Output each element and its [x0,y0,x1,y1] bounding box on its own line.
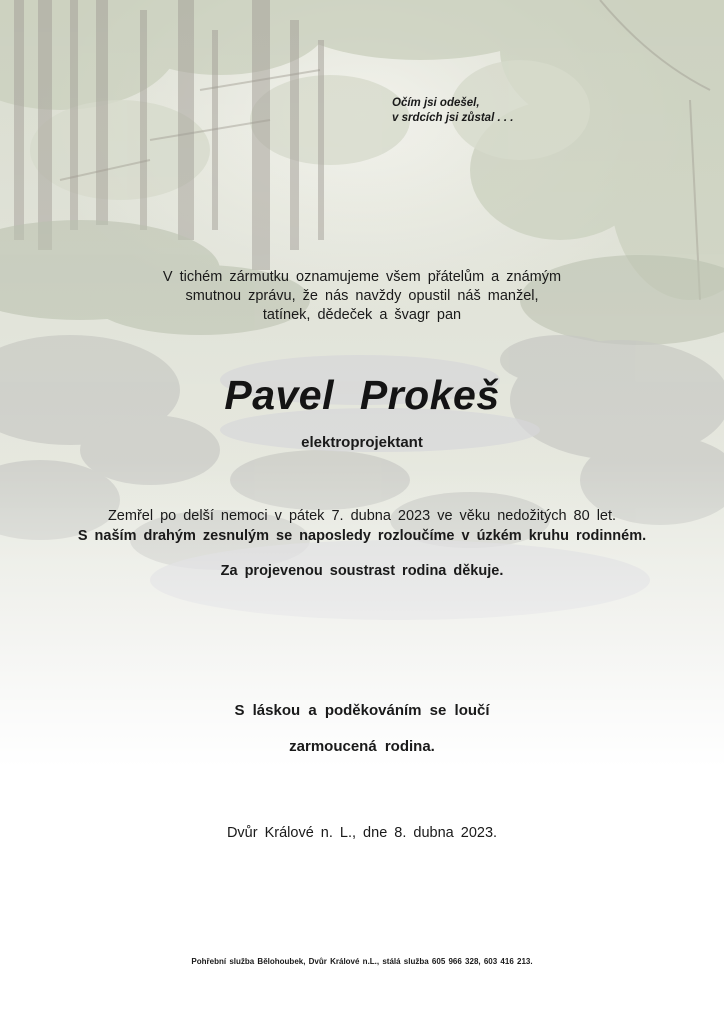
motto-line-1: Očím jsi odešel, [392,97,480,109]
funeral-service-footer: Pohřební služba Bělohoubek, Dvůr Králové n.L., stálá služba 605 966 328, 603 416 213. [191,957,533,966]
funeral-notice: S naším drahým zesnulým se naposledy rozloučíme v úzkém kruhu rodinném. [77,528,647,544]
farewell-line: S láskou a poděkováním se loučí [234,702,490,719]
family-signature: zarmoucená rodina. [289,738,435,755]
announcement-line-1: V tichém zármutku oznamujeme všem přátelům a známým [162,269,562,285]
announcement [0,268,724,325]
announcement-line-3: tatínek, dědeček a švagr pan [262,307,462,323]
motto [392,96,632,126]
thanks-note: Za projevenou soustrast rodina děkuje. [220,563,504,579]
motto-line-2: v srdcích jsi zůstal . . . [392,112,514,124]
deceased-name: Pavel Prokeš [224,372,500,418]
death-notice: Zemřel po delší nemoci v pátek 7. dubna 2023 ve věku nedožitých 80 let. [107,508,617,524]
deceased-profession: elektroprojektant [301,434,423,451]
place-and-date: Dvůr Králové n. L., dne 8. dubna 2023. [226,825,498,841]
announcement-line-2: smutnou zprávu, že nás navždy opustil náš manžel, [185,288,539,304]
